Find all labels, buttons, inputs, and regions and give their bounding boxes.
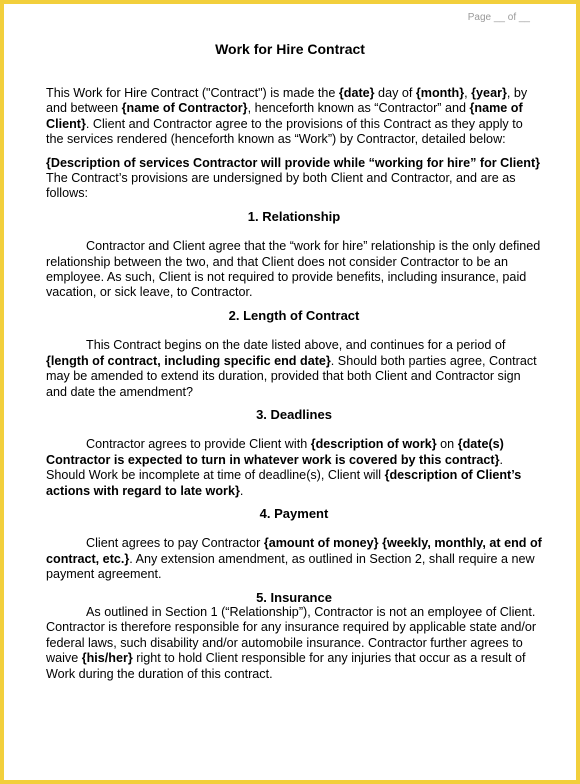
placeholder-month: {month} [415, 86, 465, 100]
placeholder-length: {length of contract, including specific end date} [46, 353, 331, 368]
spacer [46, 148, 542, 156]
placeholder-deadline-dates: {date(s) Contractor is expected to turn in whatever work is covered by this contract} [46, 437, 504, 467]
section-heading-length: 2. Length of Contract [228, 307, 360, 323]
text: As outlined in Section 1 (“Relationship”), Contractor is not an employee of Client. Contractor is therefore responsible for any insurance required by applicable state and/or federal laws, such disability and/or automobile insurance. Contractor further agrees to waive [46, 604, 537, 666]
section-insurance-body [46, 605, 542, 682]
text: day of [374, 86, 416, 100]
placeholder-year: {year} [471, 86, 507, 100]
text: . Should Work be incomplete at time of deadline(s), Client will [46, 452, 503, 483]
placeholder-services: {Description of services Contractor will provide while “working for hire” for Client} [46, 155, 541, 170]
text: , by and between [46, 86, 528, 116]
text: . Any extension amendment, as outlined in Section 2, shall require a new payment agreement. [46, 551, 535, 582]
section-relationship-body: Contractor and Client agree that the “work for hire” relationship is the only defined relationship between the two, and that Client does not consider Contractor to be an employee. As such, Client is not required to provide benefits, including insurance, paid vacation, or sick leave, to Contractor. [46, 239, 541, 300]
document-title: Work for Hire Contract [215, 41, 365, 57]
placeholder-client-name: {name of Client} [46, 101, 523, 131]
document-page [4, 4, 576, 780]
placeholder-pronoun: {his/her} [81, 651, 133, 666]
section-deadlines-body [46, 437, 542, 499]
section-heading-payment: 4. Payment [259, 505, 329, 521]
text: This Work for Hire Contract ("Contract") is made the [46, 86, 339, 100]
section-heading-relationship: 1. Relationship [247, 208, 341, 224]
text: . [239, 483, 244, 498]
text: . Client and Contractor agree to the provisions of this Contract as they apply to the services rendered (henceforth known as “Work”) by Contractor, detailed below: [46, 116, 523, 147]
section-heading-deadlines: 3. Deadlines [256, 406, 332, 422]
provisions-intro: The Contract’s provisions are undersigned by both Client and Contractor, and are as follows: [46, 171, 516, 201]
placeholder-work-description: {description of work} [310, 437, 437, 452]
section-length-body [46, 338, 542, 400]
text: , henceforth known as “Contractor” and [247, 101, 470, 116]
placeholder-date: {date} [338, 86, 375, 100]
text: , [464, 86, 472, 100]
text: Client agrees to pay Contractor [86, 536, 264, 551]
text: This Contract begins on the date listed above, and continues for a period of [86, 338, 506, 353]
placeholder-contractor-name: {name of Contractor} [121, 101, 248, 116]
document-body [46, 86, 542, 682]
text: on [436, 437, 458, 452]
placeholder-late-work-actions: {description of Client’s actions with regard to late work} [46, 468, 522, 498]
placeholder-payment-amount: {amount of money} {weekly, monthly, at end of contract, etc.} [46, 536, 542, 566]
section-payment-body [46, 536, 542, 582]
intro-paragraph [46, 86, 542, 148]
text: . Should both parties agree, Contract may be amended to extend its duration, provided that both Client and Contractor sign and date the amendment? [46, 353, 537, 399]
text: right to hold Client responsible for any injuries that occur as a result of Work during the duration of this contract. [46, 651, 526, 681]
text: Contractor agrees to provide Client with [86, 437, 311, 452]
page-number: Page __ of __ [467, 12, 530, 23]
services-description [46, 156, 542, 171]
section-heading-insurance: 5. Insurance [256, 589, 332, 605]
